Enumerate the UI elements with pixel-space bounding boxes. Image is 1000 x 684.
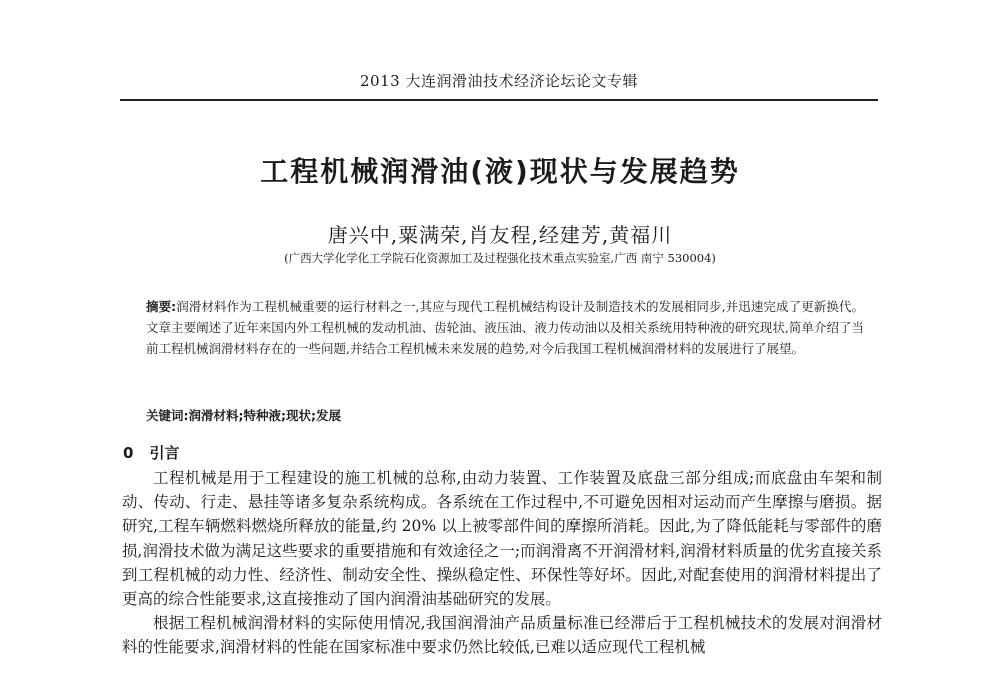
body-text xyxy=(122,466,882,660)
keywords-text: 润滑材料;特种液;现状;发展 xyxy=(188,408,341,423)
author-list: 唐兴中,粟满荣,肖友程,经建芳,黄福川 xyxy=(327,223,673,247)
abstract-label: 摘要: xyxy=(146,299,177,314)
abstract xyxy=(146,296,864,359)
abstract-text: 润滑材料作为工程机械重要的运行材料之一,其应与现代工程机械结构设计及制造技术的发展相同步,并迅速完成了更新换代。文章主要阐述了近年来国内外工程机械的发动机油、齿轮油、液压油、液力传动油以及相关系统用特种液的研究现状,简单介绍了当前工程机械润滑材料存在的一些问题,并结合工程机械未来发展的趋势,对今后我国工程机械润滑材料的发展进行了展望。 xyxy=(146,299,865,356)
affiliation: (广西大学化学化工学院石化资源加工及过程强化技术重点实验室,广西 南宁 530004) xyxy=(284,251,716,265)
section-heading xyxy=(123,442,179,463)
keywords xyxy=(146,406,864,424)
paper-title: 工程机械润滑油(液)现状与发展趋势 xyxy=(260,155,740,188)
running-header: 2013 大连润滑油技术经济论坛论文专辑 xyxy=(360,72,638,90)
paragraph: 工程机械是用于工程建设的施工机械的总称,由动力装置、工作装置及底盘三部分组成;而底盘由车架和制动、传动、行走、悬挂等诸多复杂系统构成。各系统在工作过程中,不可避免因相对运动而产生摩擦与磨损。据研究,工程车辆燃料燃烧所释放的能量,约 20% 以上被零部件间的摩擦所消耗。因此,为了降低能耗与零部件的磨损,润滑技术做为满足这些要求的重要措施和有效途径之一;而润滑离不开润滑材料,润滑材料质量的优劣直接关系到工程机械的动力性、经济性、制动安全性、操纵稳定性、环保性等好坏。因此,对配套使用的润滑材料提出了更高的综合性能要求,这直接推动了国内润滑油基础研究的发展。 xyxy=(122,469,882,609)
section-number: 0 xyxy=(123,444,134,462)
section-title: 引言 xyxy=(149,444,180,462)
keywords-label: 关键词: xyxy=(146,408,189,423)
header-rule xyxy=(120,99,878,101)
paragraph: 根据工程机械润滑材料的实际使用情况,我国润滑油产品质量标准已经滞后于工程机械技术的发展对润滑材料的性能要求,润滑材料的性能在国家标准中要求仍然比较低,已难以适应现代工程机械 xyxy=(122,614,882,657)
